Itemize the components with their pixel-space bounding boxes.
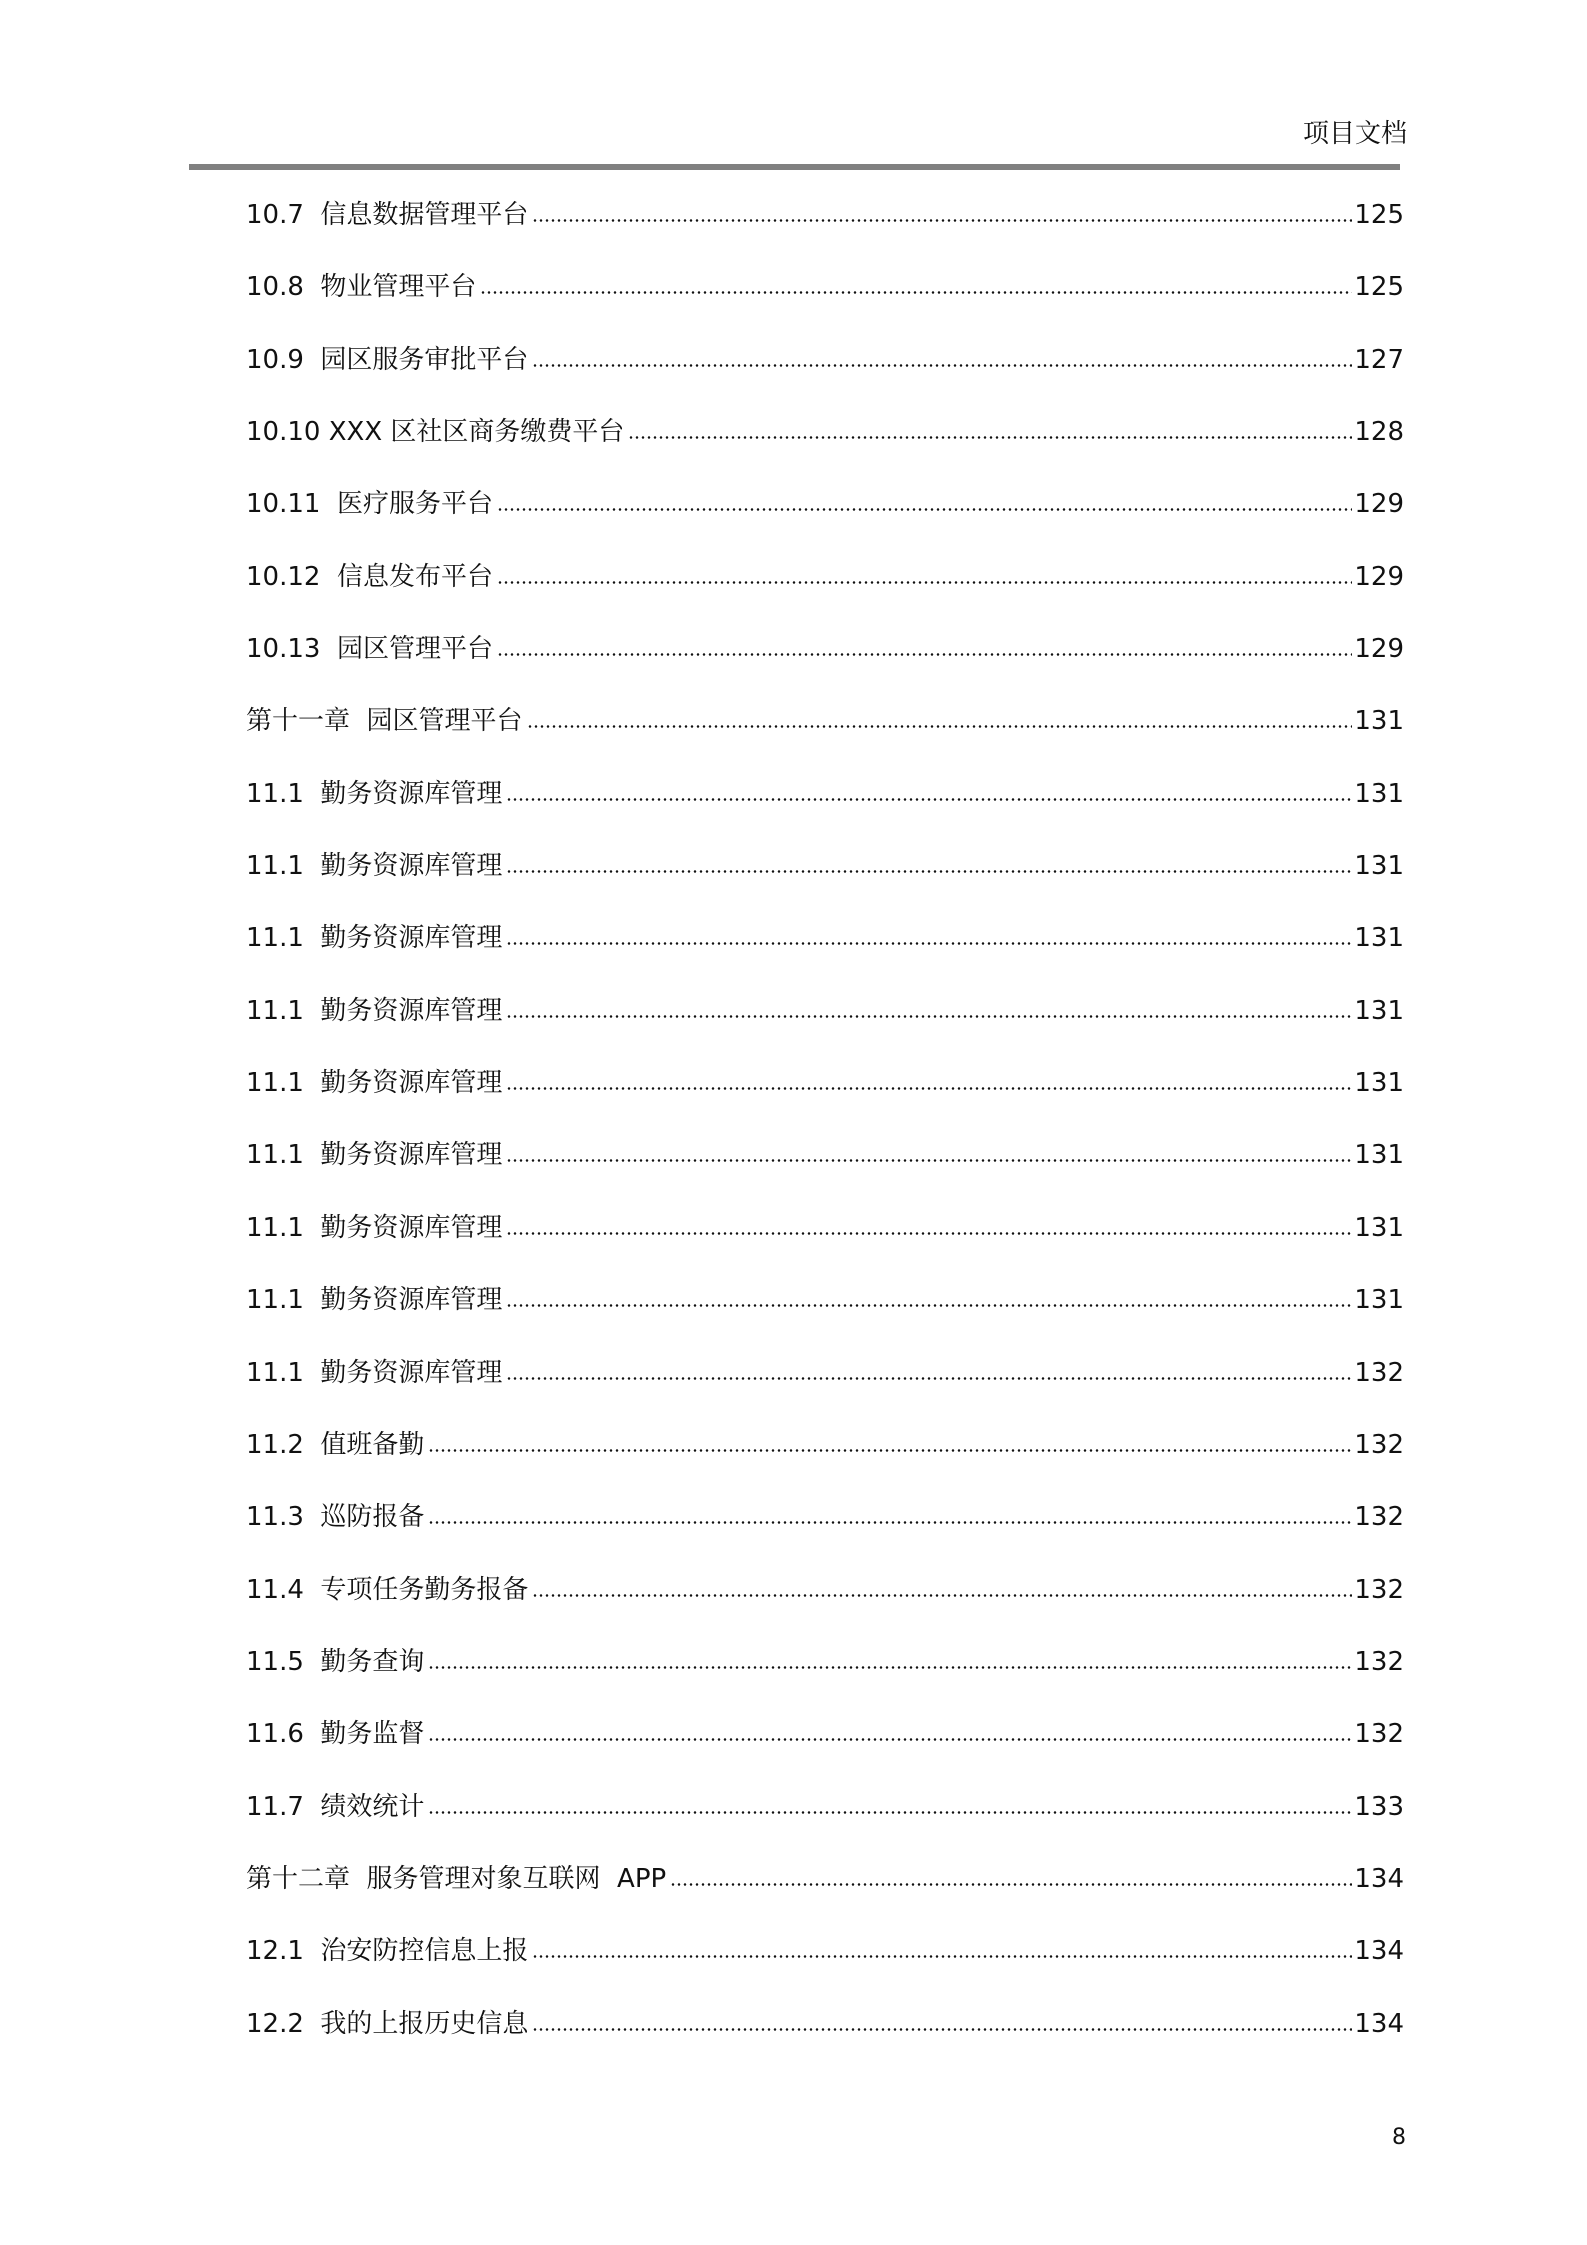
toc-entry-page: 125 bbox=[1354, 200, 1404, 230]
toc-entry-page: 131 bbox=[1354, 1285, 1404, 1316]
toc-entry-page: 131 bbox=[1354, 923, 1404, 954]
dot-leader bbox=[506, 870, 1352, 873]
dot-leader bbox=[532, 1594, 1352, 1597]
toc-entry-title: 11.1 勤务资源库管理 bbox=[246, 778, 503, 809]
toc-entry-page: 125 bbox=[1354, 272, 1404, 303]
toc-entry-title: 11.7 绩效统计 bbox=[246, 1791, 425, 1822]
toc-entry-page: 132 bbox=[1354, 1429, 1404, 1460]
toc-entry-page: 131 bbox=[1354, 1212, 1404, 1243]
toc-entry-page: 132 bbox=[1354, 1502, 1404, 1533]
dot-leader bbox=[428, 1449, 1352, 1452]
toc-entry-title: 10.13 园区管理平台 bbox=[246, 634, 493, 665]
toc-entry-title: 11.1 勤务资源库管理 bbox=[246, 1068, 503, 1099]
toc-entry-title: 11.1 勤务资源库管理 bbox=[246, 1357, 503, 1388]
page-number: 8 bbox=[1392, 2125, 1406, 2150]
toc-entry[interactable] bbox=[246, 916, 1404, 988]
dot-leader bbox=[428, 1738, 1352, 1741]
toc-entry-page: 131 bbox=[1354, 995, 1404, 1026]
toc-entry-page: 134 bbox=[1354, 2008, 1404, 2039]
dot-leader bbox=[527, 725, 1353, 728]
toc-entry[interactable] bbox=[246, 1423, 1404, 1495]
toc-entry-page: 134 bbox=[1354, 1863, 1404, 1894]
toc-entry-title: 10.8 物业管理平台 bbox=[246, 272, 477, 303]
toc-entry[interactable] bbox=[246, 1061, 1404, 1133]
toc-entry-page: 133 bbox=[1354, 1791, 1404, 1822]
dot-leader bbox=[532, 219, 1352, 222]
toc-entry[interactable] bbox=[246, 265, 1404, 337]
toc-entry-title: 11.1 勤务资源库管理 bbox=[246, 923, 503, 954]
dot-leader bbox=[428, 1521, 1352, 1524]
dot-leader bbox=[532, 2028, 1352, 2031]
toc-entry[interactable] bbox=[246, 1495, 1404, 1567]
toc-entry[interactable] bbox=[246, 627, 1404, 699]
toc-entry-title: 11.2 值班备勤 bbox=[246, 1429, 425, 1460]
toc-entry-title: 第十一章 园区管理平台 bbox=[246, 706, 523, 737]
toc-entry[interactable] bbox=[246, 1133, 1404, 1205]
toc-entry-title: 11.4 专项任务勤务报备 bbox=[246, 1574, 529, 1605]
toc-entry-page: 131 bbox=[1354, 1068, 1404, 1099]
toc-entry-title: 10.9 园区服务审批平台 bbox=[246, 344, 529, 375]
page-header-title: 项目文档 bbox=[1302, 119, 1407, 149]
dot-leader bbox=[428, 1811, 1352, 1814]
toc-entry-title: 11.1 勤务资源库管理 bbox=[246, 995, 503, 1026]
toc-entry-page: 134 bbox=[1354, 1936, 1404, 1967]
dot-leader bbox=[506, 1015, 1352, 1018]
toc-entry-title: 11.1 勤务资源库管理 bbox=[246, 1212, 503, 1243]
toc-entry[interactable] bbox=[246, 338, 1404, 410]
toc-entry-title: 11.5 勤务查询 bbox=[246, 1646, 425, 1677]
toc-chapter-entry[interactable] bbox=[246, 1857, 1404, 1929]
toc-entry[interactable] bbox=[246, 410, 1404, 482]
dot-leader bbox=[497, 508, 1352, 511]
toc-entry-page: 129 bbox=[1354, 634, 1404, 665]
toc-entry-title: 10.12 信息发布平台 bbox=[246, 561, 493, 592]
toc-entry[interactable] bbox=[246, 555, 1404, 627]
toc-entry-page: 131 bbox=[1354, 778, 1404, 809]
toc-entry-title: 11.3 巡防报备 bbox=[246, 1502, 425, 1533]
toc-entry[interactable] bbox=[246, 1278, 1404, 1350]
toc-entry[interactable] bbox=[246, 193, 1404, 265]
toc-entry[interactable] bbox=[246, 1929, 1404, 2001]
toc-entry-page: 132 bbox=[1354, 1719, 1404, 1750]
toc-entry-page: 131 bbox=[1354, 1140, 1404, 1171]
toc-entry-page: 128 bbox=[1354, 417, 1404, 448]
toc-entry-page: 127 bbox=[1354, 344, 1404, 375]
dot-leader bbox=[532, 364, 1352, 367]
toc-chapter-entry[interactable] bbox=[246, 699, 1404, 771]
dot-leader bbox=[506, 942, 1352, 945]
dot-leader bbox=[506, 1304, 1352, 1307]
toc-entry[interactable] bbox=[246, 1785, 1404, 1857]
toc-entry-title: 11.6 勤务监督 bbox=[246, 1719, 425, 1750]
toc-entry-title: 12.1 治安防控信息上报 bbox=[246, 1936, 529, 1967]
dot-leader bbox=[506, 1159, 1352, 1162]
dot-leader bbox=[506, 1232, 1352, 1235]
dot-leader bbox=[480, 291, 1352, 294]
toc-entry-page: 131 bbox=[1354, 706, 1404, 737]
toc-entry-title: 12.2 我的上报历史信息 bbox=[246, 2008, 529, 2039]
toc-entry[interactable] bbox=[246, 1206, 1404, 1278]
toc-entry-title: 11.1 勤务资源库管理 bbox=[246, 851, 503, 882]
toc-entry[interactable] bbox=[246, 482, 1404, 554]
toc-entry-page: 131 bbox=[1354, 851, 1404, 882]
toc-entry-page: 129 bbox=[1354, 489, 1404, 520]
toc-entry-title: 11.1 勤务资源库管理 bbox=[246, 1285, 503, 1316]
toc-entry[interactable] bbox=[246, 989, 1404, 1061]
toc-entry[interactable] bbox=[246, 844, 1404, 916]
toc-entry-page: 132 bbox=[1354, 1574, 1404, 1605]
table-of-contents bbox=[246, 193, 1404, 2074]
toc-entry-title: 第十二章 服务管理对象互联网 APP bbox=[246, 1863, 667, 1894]
toc-entry-page: 132 bbox=[1354, 1646, 1404, 1677]
dot-leader bbox=[497, 581, 1352, 584]
toc-entry[interactable] bbox=[246, 1640, 1404, 1712]
toc-entry[interactable] bbox=[246, 1712, 1404, 1784]
dot-leader bbox=[506, 798, 1352, 801]
toc-entry-title: 10.10 XXX 区社区商务缴费平台 bbox=[246, 417, 625, 448]
dot-leader bbox=[506, 1087, 1352, 1090]
dot-leader bbox=[428, 1666, 1352, 1669]
toc-entry[interactable] bbox=[246, 1568, 1404, 1640]
toc-entry-title: 10.7 信息数据管理平台 bbox=[246, 200, 529, 230]
toc-entry[interactable] bbox=[246, 1351, 1404, 1423]
dot-leader bbox=[506, 1377, 1352, 1380]
dot-leader bbox=[497, 653, 1352, 656]
toc-entry-title: 11.1 勤务资源库管理 bbox=[246, 1140, 503, 1171]
dot-leader bbox=[670, 1883, 1352, 1886]
header-divider bbox=[189, 164, 1400, 170]
toc-entry[interactable] bbox=[246, 2002, 1404, 2074]
dot-leader bbox=[628, 436, 1352, 439]
toc-entry[interactable] bbox=[246, 772, 1404, 844]
dot-leader bbox=[532, 1955, 1352, 1958]
toc-entry-page: 129 bbox=[1354, 561, 1404, 592]
toc-entry-title: 10.11 医疗服务平台 bbox=[246, 489, 493, 520]
toc-entry-page: 132 bbox=[1354, 1357, 1404, 1388]
